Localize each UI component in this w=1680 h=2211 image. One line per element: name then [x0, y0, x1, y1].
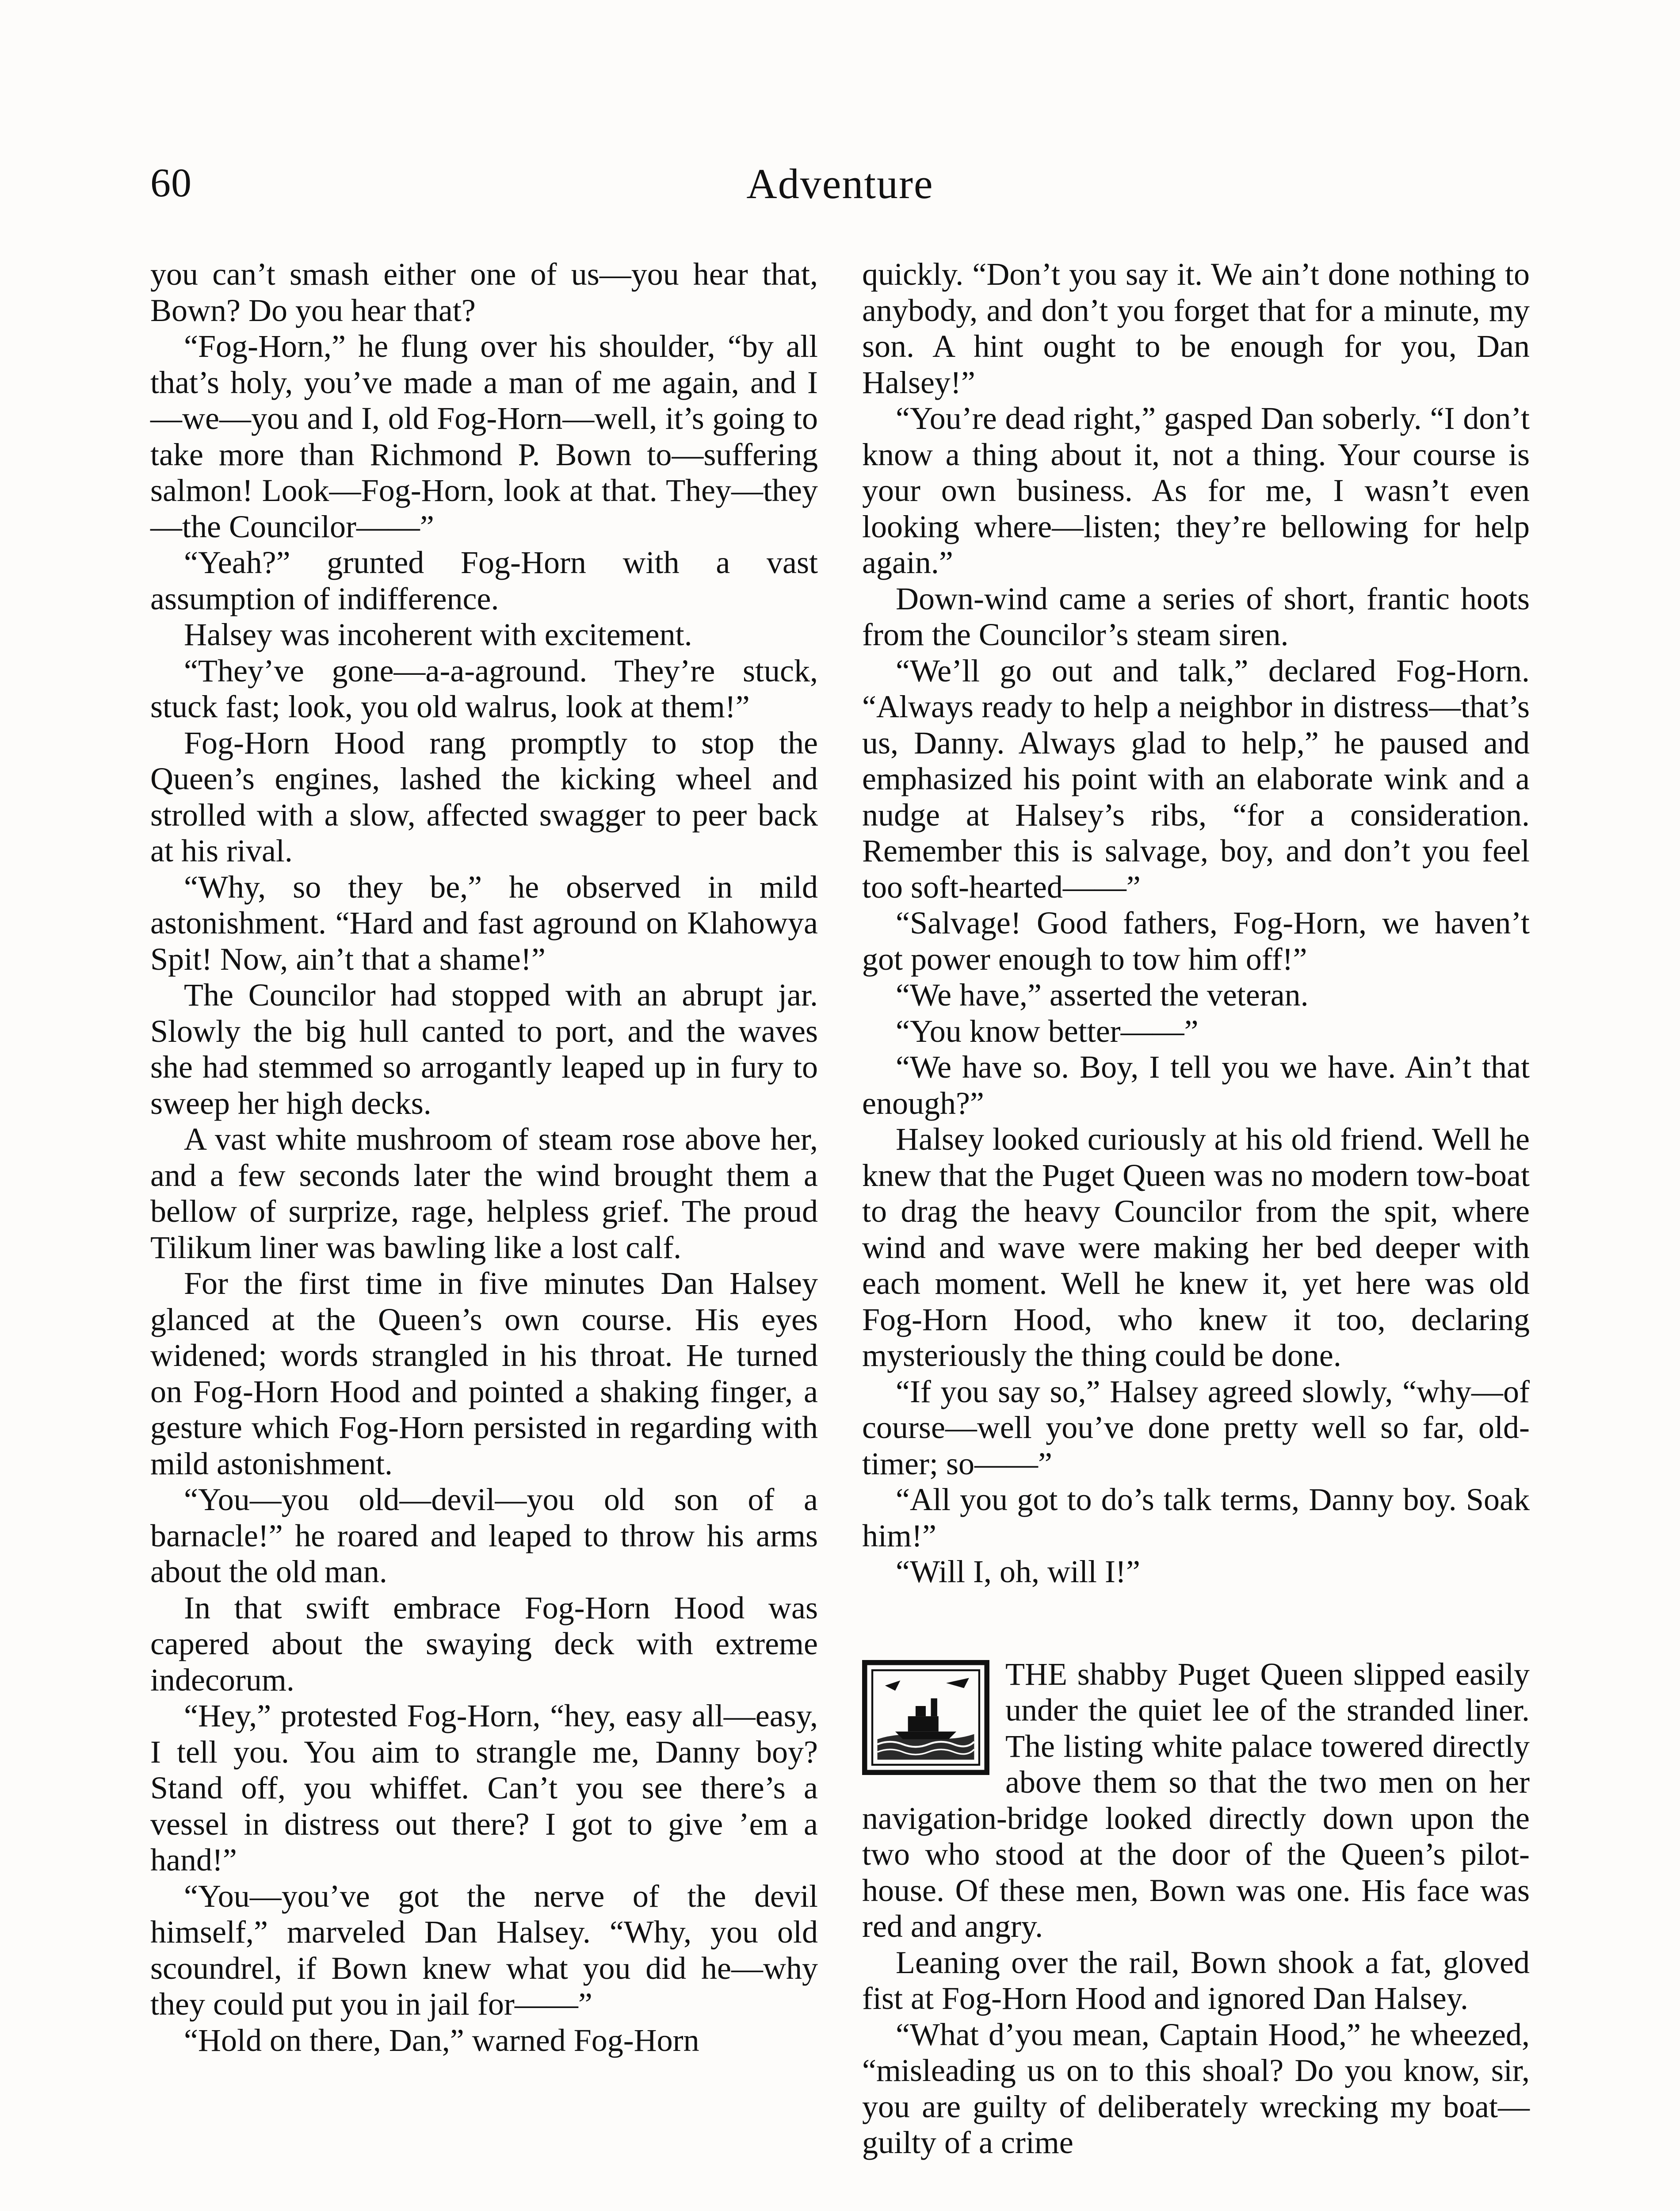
- paragraph: Leaning over the rail, Bown shook a fat, gloved fist at Fog-Horn Hood and ignored Dan Halsey.: [862, 1944, 1530, 2016]
- magazine-title: Adventure: [746, 160, 934, 207]
- paragraph: “We’ll go out and talk,” declared Fog-Horn. “Always ready to help a neighbor in distress—that’s us, Danny. Always glad to help,” he paused and emphasized his point with an elaborate wink and a nudge at Halsey’s ribs, “for a consideration. Remember this is salvage, boy, and don’t you feel too soft-hearted——”: [862, 653, 1530, 905]
- paragraph: “You know better——”: [896, 1013, 1199, 1049]
- paragraph: Halsey looked curiously at his old friend. Well he knew that the Puget Queen was no modern tow-boat to drag the heavy Councilor from the spit, where wind and wave were making her bed deeper with each moment. Well he knew it, yet here was old Fog-Horn Hood, who knew it too, declaring mysteriously the thing could be done.: [862, 1121, 1530, 1373]
- paragraph: quickly. “Don’t you say it. We ain’t done nothing to anybody, and don’t you forget that for a minute, my son. A hint ought to be enough for you, Dan Halsey!”: [862, 256, 1530, 400]
- paragraph: “Will I, oh, will I!”: [896, 1554, 1140, 1589]
- paragraph: “They’ve gone—a-a-aground. They’re stuck, stuck fast; look, you old walrus, look at them!”: [150, 653, 818, 724]
- paragraph: Fog-Horn Hood rang promptly to stop the Queen’s engines, lashed the kicking wheel and strolled with a slow, affected swagger to peer back at his rival.: [150, 725, 818, 868]
- paragraph: “Why, so they be,” he observed in mild astonishment. “Hard and fast aground on Klahowya Spit! Now, ain’t that a shame!”: [150, 869, 818, 977]
- paragraph: “Yeah?” grunted Fog-Horn with a vast assumption of indifference.: [150, 545, 818, 616]
- paragraph: you can’t smash either one of us—you hear that, Bown? Do you hear that?: [150, 256, 818, 328]
- paragraph: “Hey,” protested Fog-Horn, “hey, easy all—easy, I tell you. You aim to strangle me, Danny boy? Stand off, you whiffet. Can’t you see there’s a vessel in distress out there? I got to give ’em a hand!”: [150, 1698, 818, 1878]
- paragraph: “Hold on there, Dan,” warned Fog-Horn: [184, 2022, 699, 2058]
- paragraph: “You—you’ve got the nerve of the devil himself,” marveled Dan Halsey. “Why, you old scoundrel, if Bown knew what you did he—why they could put you in jail for——”: [150, 1878, 818, 2022]
- paragraph: “If you say so,” Halsey agreed slowly, “why—of course—well you’ve done pretty well so far, old-timer; so——”: [862, 1373, 1530, 1481]
- paragraph: “You’re dead right,” gasped Dan soberly. “I don’t know a thing about it, not a thing. Your course is your own business. As for me, I wasn’t even looking where—listen; they’re bellowing for help again.”: [862, 401, 1530, 580]
- page-number: 60: [150, 160, 192, 205]
- paragraph: THE shabby Puget Queen slipped easily under the quiet lee of the stranded liner. The listing white palace towered directly above them so that the two men on her navigation-bridge looked directly down upon the two who stood at the door of the Queen’s pilot-house. Of these men, Bown was one. His face was red and angry.: [862, 1656, 1530, 1944]
- section-break: [862, 1590, 1530, 1656]
- paragraph: “What d’you mean, Captain Hood,” he wheezed, “misleading us on to this shoal? Do you know, sir, you are guilty of deliberately wrecking my boat—guilty of a crime: [862, 2016, 1530, 2160]
- section-opening: [862, 1656, 1530, 1945]
- paragraph: Halsey was incoherent with excitement.: [184, 617, 692, 652]
- paragraph: In that swift embrace Fog-Horn Hood was capered about the swaying deck with extreme indecorum.: [150, 1590, 818, 1698]
- paragraph: Down-wind came a series of short, frantic hoots from the Councilor’s steam siren.: [862, 581, 1530, 652]
- paragraph: “You—you old—devil—you old son of a barnacle!” he roared and leaped to throw his arms about the old man.: [150, 1482, 818, 1589]
- paragraph: “We have,” asserted the veteran.: [896, 977, 1309, 1013]
- page-header: [150, 159, 1530, 212]
- paragraph: “Fog-Horn,” he flung over his shoulder, “by all that’s holy, you’ve made a man of me again, and I—we—you and I, old Fog-Horn—well, it’s going to take more than Richmond P. Bown to—suffering salmon! Look—Fog-Horn, look at that. They—they—the Councilor——”: [150, 329, 818, 544]
- ship-ornament-icon: [862, 1660, 989, 1775]
- paragraph: “We have so. Boy, I tell you we have. Ain’t that enough?”: [862, 1049, 1530, 1121]
- paragraph: “All you got to do’s talk terms, Danny boy. Soak him!”: [862, 1482, 1530, 1553]
- left-column: [150, 256, 818, 2058]
- right-column: [862, 256, 1530, 2161]
- paragraph: For the first time in five minutes Dan Halsey glanced at the Queen’s own course. His eyes widened; words strangled in his throat. He turned on Fog-Horn Hood and pointed a shaking finger, a gesture which Fog-Horn persisted in regarding with mild astonishment.: [150, 1266, 818, 1481]
- paragraph: The Councilor had stopped with an abrupt jar. Slowly the big hull canted to port, and the waves she had stemmed so arrogantly leaped up in fury to sweep her high decks.: [150, 977, 818, 1121]
- paragraph: A vast white mushroom of steam rose above her, and a few seconds later the wind brought them a bellow of surprize, rage, helpless grief. The proud Tilikum liner was bawling like a lost calf.: [150, 1121, 818, 1265]
- paragraph: “Salvage! Good fathers, Fog-Horn, we haven’t got power enough to tow him off!”: [862, 905, 1530, 977]
